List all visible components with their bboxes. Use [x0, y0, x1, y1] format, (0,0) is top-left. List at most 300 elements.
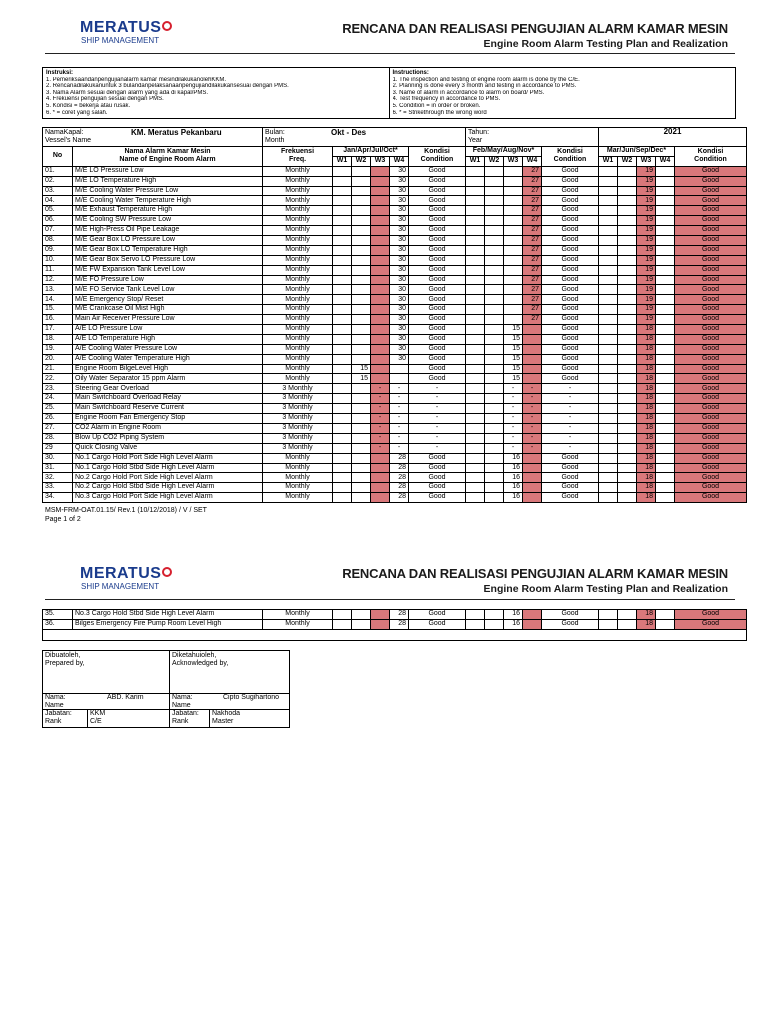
week-cell-w3 [371, 176, 390, 186]
week-cell-w2 [352, 443, 371, 453]
week-cell-w4 [523, 344, 542, 354]
col-condition-id: Kondisi [557, 148, 583, 156]
week-cell-w3 [504, 186, 523, 196]
week-cell-w3: 15 [504, 354, 523, 364]
frequency: Monthly [263, 226, 333, 236]
frequency: Monthly [263, 206, 333, 216]
week-cell-w3: - [504, 394, 523, 404]
week-cell-w4 [523, 610, 542, 620]
week-cell-w1 [333, 364, 352, 374]
alarm-name: M/E Cooling SW Pressure Low [73, 216, 263, 226]
prepared-by-en: Prepared by, [45, 660, 85, 667]
week-cell-w2 [485, 226, 504, 236]
week-cell-w1 [599, 285, 618, 295]
week-cell-w3: 18 [637, 453, 656, 463]
condition-cell: Good [675, 295, 747, 305]
week-cell-w4: - [523, 404, 542, 414]
week-cell-w4 [656, 364, 675, 374]
condition-cell: - [542, 433, 599, 443]
week-cell-w4: - [390, 443, 409, 453]
week-cell-w4: 30 [390, 216, 409, 226]
week-cell-w1 [466, 295, 485, 305]
week-cell-w1 [599, 275, 618, 285]
col-condition-en: Condition [553, 156, 587, 164]
week-cell-w1 [333, 295, 352, 305]
instruction-item: 6. * = Strikethrough the wrong word [392, 109, 487, 116]
week-cell-w1 [333, 255, 352, 265]
table-row [43, 206, 747, 216]
week-cell-w1 [333, 610, 352, 620]
condition-cell: Good [542, 206, 599, 216]
week-cell-w4: - [390, 394, 409, 404]
alarm-name: M/E FO Pressure Low [73, 275, 263, 285]
week-cell-w1 [466, 433, 485, 443]
week-cell-w2 [485, 295, 504, 305]
week-cell-w4: 30 [390, 295, 409, 305]
col-frequency-id: Frekuensi [280, 148, 315, 156]
week-cell-w3 [504, 206, 523, 216]
week-cell-w3: 18 [637, 414, 656, 424]
condition-cell: - [409, 443, 466, 453]
row-number: 01. [43, 166, 73, 176]
condition-cell: Good [675, 255, 747, 265]
table-row [43, 354, 747, 364]
condition-cell: Good [542, 176, 599, 186]
condition-cell: Good [542, 166, 599, 176]
week-cell-w2 [352, 305, 371, 315]
alarm-name: No.3 Cargo Hold Port Side High Level Alarm [73, 493, 263, 503]
alarm-test-table [42, 127, 747, 503]
col-alarm-name-id: Nama Alarm Kamar Mesin [124, 148, 211, 156]
title-indonesian: RENCANA DAN REALISASI PENGUJIAN ALARM KAMAR MESIN [342, 566, 728, 581]
week-cell-w1 [599, 619, 618, 629]
week-cell-w1 [333, 166, 352, 176]
frequency: 3 Monthly [263, 433, 333, 443]
rank-label-id: Jabatan: [45, 710, 72, 717]
week-cell-w3: 16 [504, 473, 523, 483]
week-cell-w3: 15 [504, 334, 523, 344]
week-cell-w4 [656, 404, 675, 414]
row-number: 24. [43, 394, 73, 404]
row-number: 02. [43, 176, 73, 186]
week-cell-w3: - [504, 423, 523, 433]
alarm-name: M/E FO Service Tank Level Low [73, 285, 263, 295]
week-cell-w3: 18 [637, 463, 656, 473]
week-cell-w3: 15 [504, 364, 523, 374]
week-cell-w2 [352, 226, 371, 236]
week-cell-w3 [371, 493, 390, 503]
alarm-name: M/E Gear Box LO Temperature High [73, 245, 263, 255]
condition-cell: Good [409, 354, 466, 364]
condition-cell: Good [675, 305, 747, 315]
week-cell-w4 [656, 610, 675, 620]
week-cell-w1 [466, 216, 485, 226]
week-cell-w4 [523, 354, 542, 364]
week-cell-w3: 18 [637, 610, 656, 620]
frequency: Monthly [263, 610, 333, 620]
week-cell-w4 [656, 443, 675, 453]
week-cell-w1 [466, 226, 485, 236]
week-cell-w1 [333, 226, 352, 236]
week-cell-w1 [333, 216, 352, 226]
logo-wordmark: MERATUS [80, 565, 162, 582]
frequency: Monthly [263, 305, 333, 315]
condition-cell: Good [409, 305, 466, 315]
week-cell-w1 [599, 236, 618, 246]
alarm-name: M/E Emergency Stop/ Reset [73, 295, 263, 305]
week-cell-w2 [485, 334, 504, 344]
week-cell-w3 [504, 295, 523, 305]
week-cell-w3: - [371, 404, 390, 414]
frequency: Monthly [263, 196, 333, 206]
condition-cell: Good [409, 186, 466, 196]
week-cell-w2 [485, 285, 504, 295]
week-cell-w2 [352, 196, 371, 206]
week-cell-w2 [485, 236, 504, 246]
alarm-test-table-continued [42, 609, 747, 641]
week-cell-w1 [466, 285, 485, 295]
name-label-en: Name [172, 702, 191, 709]
alarm-name: M/E FW Expansion Tank Level Low [73, 265, 263, 275]
alarm-name: M/E High-Press Oil Pipe Leakage [73, 226, 263, 236]
week-cell-w4: 30 [390, 285, 409, 295]
condition-cell: Good [409, 325, 466, 335]
row-number: 23. [43, 384, 73, 394]
week-cell-w3: 15 [504, 374, 523, 384]
condition-cell: - [542, 384, 599, 394]
condition-cell: Good [542, 354, 599, 364]
row-number: 36. [43, 619, 73, 629]
week-cell-w1 [333, 334, 352, 344]
week-cell-w2 [352, 325, 371, 335]
week-cell-w4: 27 [523, 265, 542, 275]
week-cell-w2 [352, 176, 371, 186]
week-cell-w3: 19 [637, 275, 656, 285]
week-cell-w3 [371, 186, 390, 196]
week-cell-w1 [333, 236, 352, 246]
condition-cell: Good [409, 275, 466, 285]
frequency: 3 Monthly [263, 404, 333, 414]
week-cell-w3 [371, 453, 390, 463]
week-cell-w3: - [371, 384, 390, 394]
week-cell-w1 [599, 216, 618, 226]
week-cell-w3 [371, 463, 390, 473]
logo-wordmark: MERATUS [80, 19, 162, 36]
condition-cell: Good [409, 344, 466, 354]
week-cell-w4 [523, 325, 542, 335]
col-frequency [263, 147, 333, 167]
week-cell-w3: - [504, 443, 523, 453]
alarm-name: Oily Water Separator 15 ppm Alarm [73, 374, 263, 384]
week-cell-w3 [371, 610, 390, 620]
week-cell-w1 [466, 334, 485, 344]
week-cell-w4: 30 [390, 315, 409, 325]
week-cell-w1 [333, 186, 352, 196]
week-cell-w3: - [504, 404, 523, 414]
week-cell-w4: 27 [523, 186, 542, 196]
col-condition-id: Kondisi [697, 148, 724, 156]
alarm-name: M/E Gear Box Servo LO Pressure Low [73, 255, 263, 265]
col-alarm-name-en: Name of Engine Room Alarm [119, 156, 216, 164]
condition-cell: Good [409, 196, 466, 206]
alarm-name: No.1 Cargo Hold Port Side High Level Alarm [73, 453, 263, 463]
week-cell-w4: 27 [523, 295, 542, 305]
condition-cell: Good [542, 245, 599, 255]
alarm-name: Main Switchboard Reserve Current [73, 404, 263, 414]
week-cell-w2 [352, 493, 371, 503]
week-cell-w1 [599, 354, 618, 364]
condition-cell: Good [675, 374, 747, 384]
week-cell-w4: 28 [390, 453, 409, 463]
table-row [43, 610, 747, 620]
condition-cell: Good [409, 206, 466, 216]
week-cell-w1 [333, 354, 352, 364]
week-cell-w2 [485, 275, 504, 285]
col-w2: W2 [485, 156, 504, 166]
week-cell-w2 [352, 166, 371, 176]
week-cell-w4 [656, 245, 675, 255]
week-cell-w4 [523, 463, 542, 473]
week-cell-w1 [333, 315, 352, 325]
frequency: Monthly [263, 245, 333, 255]
condition-cell: Good [409, 610, 466, 620]
table-row [43, 493, 747, 503]
week-cell-w4 [656, 196, 675, 206]
vessel-label-id: NamaKapal: [45, 129, 84, 136]
week-cell-w2 [485, 196, 504, 206]
week-cell-w1 [333, 305, 352, 315]
table-row [43, 176, 747, 186]
prepared-name: ABD. Karim [107, 694, 144, 701]
frequency: Monthly [263, 374, 333, 384]
col-condition-1 [409, 147, 466, 167]
row-number: 14. [43, 295, 73, 305]
week-cell-w4: - [390, 404, 409, 414]
condition-cell: Good [542, 226, 599, 236]
week-cell-w3: 16 [504, 453, 523, 463]
week-cell-w2 [618, 423, 637, 433]
week-cell-w4: 28 [390, 619, 409, 629]
instruction-item: 6. * = coret yang salah. [46, 109, 108, 116]
week-cell-w3: 19 [637, 315, 656, 325]
week-cell-w1 [466, 344, 485, 354]
condition-cell: Good [675, 344, 747, 354]
week-cell-w2 [618, 453, 637, 463]
table-row [43, 186, 747, 196]
week-cell-w4 [656, 315, 675, 325]
frequency: Monthly [263, 285, 333, 295]
condition-cell: Good [542, 483, 599, 493]
week-cell-w2 [352, 423, 371, 433]
week-cell-w3 [504, 285, 523, 295]
week-cell-w4: 30 [390, 176, 409, 186]
condition-cell: Good [675, 364, 747, 374]
week-cell-w3 [504, 236, 523, 246]
week-cell-w3: 19 [637, 166, 656, 176]
week-cell-w2 [618, 275, 637, 285]
ack-rank-id: Nakhoda [212, 710, 241, 717]
week-cell-w1 [466, 325, 485, 335]
week-cell-w1 [466, 255, 485, 265]
week-cell-w1 [333, 473, 352, 483]
week-cell-w4: 30 [390, 196, 409, 206]
week-cell-w4 [523, 483, 542, 493]
week-cell-w3: 18 [637, 384, 656, 394]
header-rule [45, 599, 735, 600]
condition-cell: Good [409, 463, 466, 473]
week-cell-w2 [352, 245, 371, 255]
frequency: Monthly [263, 176, 333, 186]
week-cell-w1 [333, 619, 352, 629]
week-cell-w1 [333, 423, 352, 433]
week-cell-w4: 27 [523, 196, 542, 206]
prepared-name-label [45, 694, 66, 710]
week-cell-w4 [656, 423, 675, 433]
week-cell-w2 [618, 619, 637, 629]
week-cell-w3 [504, 216, 523, 226]
week-cell-w1 [466, 404, 485, 414]
alarm-name: M/E LO Pressure Low [73, 166, 263, 176]
condition-cell: - [542, 443, 599, 453]
instruction-item: 2. Rencanadilakukanuntuk 3 bulandanpelaksanaanpengujiandilakukansesuai dengan PMS. [46, 83, 289, 90]
frequency: Monthly [263, 453, 333, 463]
frequency: Monthly [263, 295, 333, 305]
condition-cell: Good [675, 275, 747, 285]
week-cell-w3: 18 [637, 433, 656, 443]
week-cell-w3: 19 [637, 186, 656, 196]
week-cell-w4 [656, 394, 675, 404]
week-cell-w1 [599, 463, 618, 473]
table-row [43, 325, 747, 335]
condition-cell: Good [675, 473, 747, 483]
alarm-name: No.2 Cargo Hold Stbd Side High Level Alarm [73, 483, 263, 493]
instruction-item: 1. The inspection and testing of engine room alarm is done by the C/E. [392, 76, 580, 83]
condition-cell: Good [409, 255, 466, 265]
week-cell-w4: - [523, 433, 542, 443]
frequency: Monthly [263, 325, 333, 335]
week-cell-w4: 28 [390, 463, 409, 473]
col-w4: W4 [390, 156, 409, 166]
week-cell-w3: 16 [504, 619, 523, 629]
week-cell-w1 [599, 453, 618, 463]
table-row [43, 344, 747, 354]
frequency: Monthly [263, 619, 333, 629]
company-logo [80, 20, 172, 46]
week-cell-w3: 19 [637, 176, 656, 186]
week-cell-w1 [599, 344, 618, 354]
row-number: 11. [43, 265, 73, 275]
logo-ring-icon [162, 567, 172, 577]
week-cell-w3 [371, 265, 390, 275]
week-cell-w2 [485, 463, 504, 473]
frequency: Monthly [263, 315, 333, 325]
ack-name: Cipto Sugihartono [223, 694, 280, 701]
title-indonesian: RENCANA DAN REALISASI PENGUJIAN ALARM KAMAR MESIN [342, 21, 728, 36]
week-cell-w3: - [504, 414, 523, 424]
condition-cell: Good [542, 344, 599, 354]
row-number: 35. [43, 610, 73, 620]
week-cell-w4: 27 [523, 285, 542, 295]
week-cell-w4 [523, 619, 542, 629]
condition-cell: Good [675, 265, 747, 275]
instructions-box [42, 67, 736, 119]
week-cell-w1 [333, 463, 352, 473]
week-cell-w2 [485, 619, 504, 629]
week-cell-w1 [333, 344, 352, 354]
week-cell-w1 [599, 394, 618, 404]
week-cell-w2 [618, 374, 637, 384]
row-number: 31. [43, 463, 73, 473]
week-cell-w2 [618, 176, 637, 186]
week-cell-w4 [656, 483, 675, 493]
week-cell-w2 [485, 166, 504, 176]
week-cell-w3 [371, 236, 390, 246]
week-cell-w3 [371, 334, 390, 344]
week-cell-w2 [352, 453, 371, 463]
condition-cell: Good [409, 483, 466, 493]
week-cell-w2 [618, 216, 637, 226]
week-cell-w3 [371, 305, 390, 315]
week-cell-w3 [371, 354, 390, 364]
week-cell-w2 [352, 275, 371, 285]
table-row [43, 255, 747, 265]
week-cell-w2 [485, 433, 504, 443]
col-w2: W2 [618, 156, 637, 166]
week-cell-w3 [504, 315, 523, 325]
condition-cell: Good [409, 236, 466, 246]
row-number: 10. [43, 255, 73, 265]
week-cell-w2 [485, 483, 504, 493]
week-cell-w3: 19 [637, 295, 656, 305]
row-number: 07. [43, 226, 73, 236]
frequency: Monthly [263, 344, 333, 354]
condition-cell: Good [675, 196, 747, 206]
week-cell-w3: 15 [504, 325, 523, 335]
alarm-name: M/E Cooling Water Temperature High [73, 196, 263, 206]
week-cell-w2 [618, 315, 637, 325]
week-cell-w3 [504, 166, 523, 176]
week-cell-w4: 30 [390, 344, 409, 354]
week-cell-w1 [333, 433, 352, 443]
instructions-english [390, 68, 736, 118]
frequency: Monthly [263, 364, 333, 374]
table-row [43, 295, 747, 305]
week-cell-w3: 15 [504, 344, 523, 354]
condition-cell: Good [675, 610, 747, 620]
week-cell-w3: 16 [504, 493, 523, 503]
week-cell-w2 [352, 394, 371, 404]
col-w2: W2 [352, 156, 371, 166]
week-cell-w4: - [523, 423, 542, 433]
condition-cell: Good [409, 453, 466, 463]
week-cell-w4 [656, 414, 675, 424]
condition-cell: Good [542, 334, 599, 344]
week-cell-w3 [371, 364, 390, 374]
week-cell-w1 [599, 226, 618, 236]
row-number: 13. [43, 285, 73, 295]
week-cell-w2 [618, 443, 637, 453]
instructions-heading: Instructions: [392, 70, 429, 76]
alarm-name: Main Switchboard Overload Relay [73, 394, 263, 404]
condition-cell: Good [675, 325, 747, 335]
condition-cell: Good [542, 610, 599, 620]
prepared-by-id: Dibuatoleh, [45, 652, 81, 659]
table-row [43, 216, 747, 226]
row-number: 21. [43, 364, 73, 374]
table-row [43, 423, 747, 433]
week-cell-w3: 18 [637, 423, 656, 433]
week-cell-w3 [371, 483, 390, 493]
